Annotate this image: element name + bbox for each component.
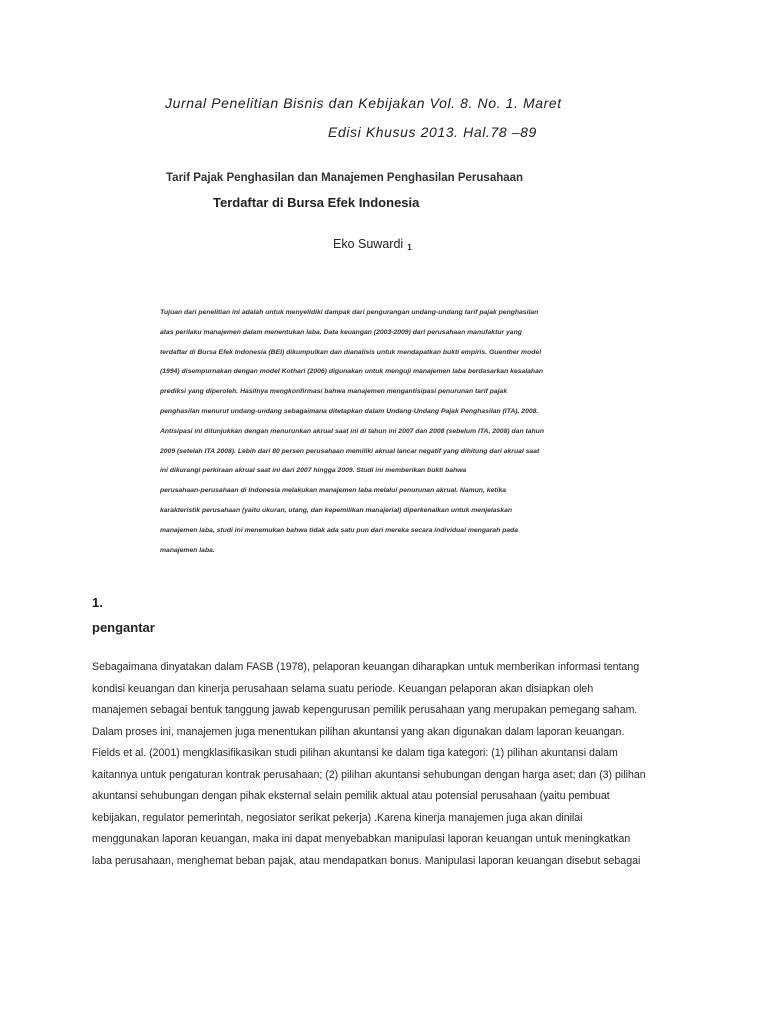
abstract-line: ini dikurangi perkiraan akrual saat ini dari 2007 hingga 2009. Studi ini memberikan bukti bahwa [160, 467, 467, 475]
author-footnote-marker: 1 [407, 243, 412, 252]
abstract-line: Tujuan dari penelitian ini adalah untuk menyelidiki dampak dari pengurangan undang-undang tarif pajak penghasilan [160, 309, 539, 316]
abstract [160, 303, 640, 560]
author-line [333, 237, 412, 252]
abstract-line: 2009 (setelah ITA 2008). Lebih dari 80 persen perusahaan memiliki akrual lancar negatif yang dihitung dari akrual saat [160, 447, 540, 455]
abstract-line: manajemen laba. [160, 546, 215, 554]
section-title: pengantar [92, 620, 155, 635]
abstract-line: manajemen laba, studi ini menemukan bahwa tidak ada satu pun dari mereka secara individual mengarah pada [160, 526, 519, 534]
body-line: laba perusahaan, menghemat beban pajak, atau mendapatkan bonus. Manipulasi laporan keuangan disebut sebagai [92, 854, 641, 867]
body-line: manajemen sebagai bentuk tanggung jawab kepengurusan pemilik perusahaan yang merupakan pemegang saham. [92, 704, 638, 716]
abstract-line: karakteristik perusahaan (yaitu ukuran, utang, dan kepemilikan manajerial) diperkenalkan untuk menjelaskan [160, 506, 513, 514]
paper-title-line-2: Terdaftar di Bursa Efek Indonesia [213, 195, 420, 210]
abstract-line: prediksi yang diperoleh. Hasilnya mengkonfirmasi bahwa manajemen mengantisipasi penurunan tarif pajak [160, 388, 508, 396]
abstract-line: perusahaan-perusahaan di Indonesia melakukan manajemen laba melalui penurunan akrual. Namun, ketika [160, 487, 507, 495]
abstract-line: (1994) disempurnakan dengan model Kothari (2006) digunakan untuk menguji manajemen laba berdasarkan kesalahan [160, 368, 544, 376]
abstract-line: Antisipasi ini ditunjukkan dengan menurunkan akrual saat ini di tahun ini 2007 dan 2008 (sebelum ITA, 2008) dan tahun [160, 427, 544, 435]
body-line: Dalam proses ini, manajemen juga menentukan pilihan akuntansi yang akan digunakan dalam laporan keuangan. [92, 725, 625, 738]
body-line: Sebagaimana dinyatakan dalam FASB (1978), pelaporan keuangan diharapkan untuk memberikan informasi tentang [92, 661, 640, 673]
body-line: kondisi keuangan dan kinerja perusahaan selama suatu periode. Keuangan pelaporan akan disiapkan oleh [92, 682, 594, 695]
abstract-line: terdaftar di Bursa Efek Indonesia (BEI) dikumpulkan dan dianalisis untuk mendapatkan bukti empiris. Guenther model [160, 348, 542, 356]
body-line: kaitannya untuk pengaturan kontrak perusahaan; (2) pilihan akuntansi sehubungan dengan harga aset; dan (3) pilihan [92, 768, 646, 781]
abstract-line: atas perilaku manajemen dalam menentukan laba. Data keuangan (2003-2009) dari perusahaan manufaktur yang [160, 328, 522, 336]
body-paragraph [92, 657, 692, 872]
body-line: Fields et al. (2001) mengklasifikasikan studi pilihan akuntansi ke dalam tiga kategori: (1) pilihan akuntansi dalam [92, 747, 618, 759]
paper-title-line-1: Tarif Pajak Penghasilan dan Manajemen Penghasilan Perusahaan [166, 172, 524, 184]
body-line: akuntansi sehubungan dengan pihak eksternal selain pemilik aktual atau potensial perusahaan (yaitu pembuat [92, 790, 610, 802]
journal-header-line-2: Edisi Khusus 2013. Hal.78 –89 [328, 124, 537, 140]
journal-header-line-1: Jurnal Penelitian Bisnis dan Kebijakan Vol. 8. No. 1. Maret [165, 95, 562, 111]
abstract-line: penghasilan menurut undang-undang sebagaimana ditetapkan dalam Undang-Undang Pajak Penghasilan (ITA), 2008. [160, 407, 539, 415]
section-number: 1. [92, 595, 103, 610]
body-line: kebijakan, regulator pemerintah, negosiator serikat pekerja) .Karena kinerja manajemen juga akan dinilai [92, 811, 583, 824]
author-name: Eko Suwardi [333, 237, 404, 251]
body-line: menggunakan laporan keuangan, maka ini dapat menyebabkan manipulasi laporan keuangan untuk meningkatkan [92, 833, 631, 845]
